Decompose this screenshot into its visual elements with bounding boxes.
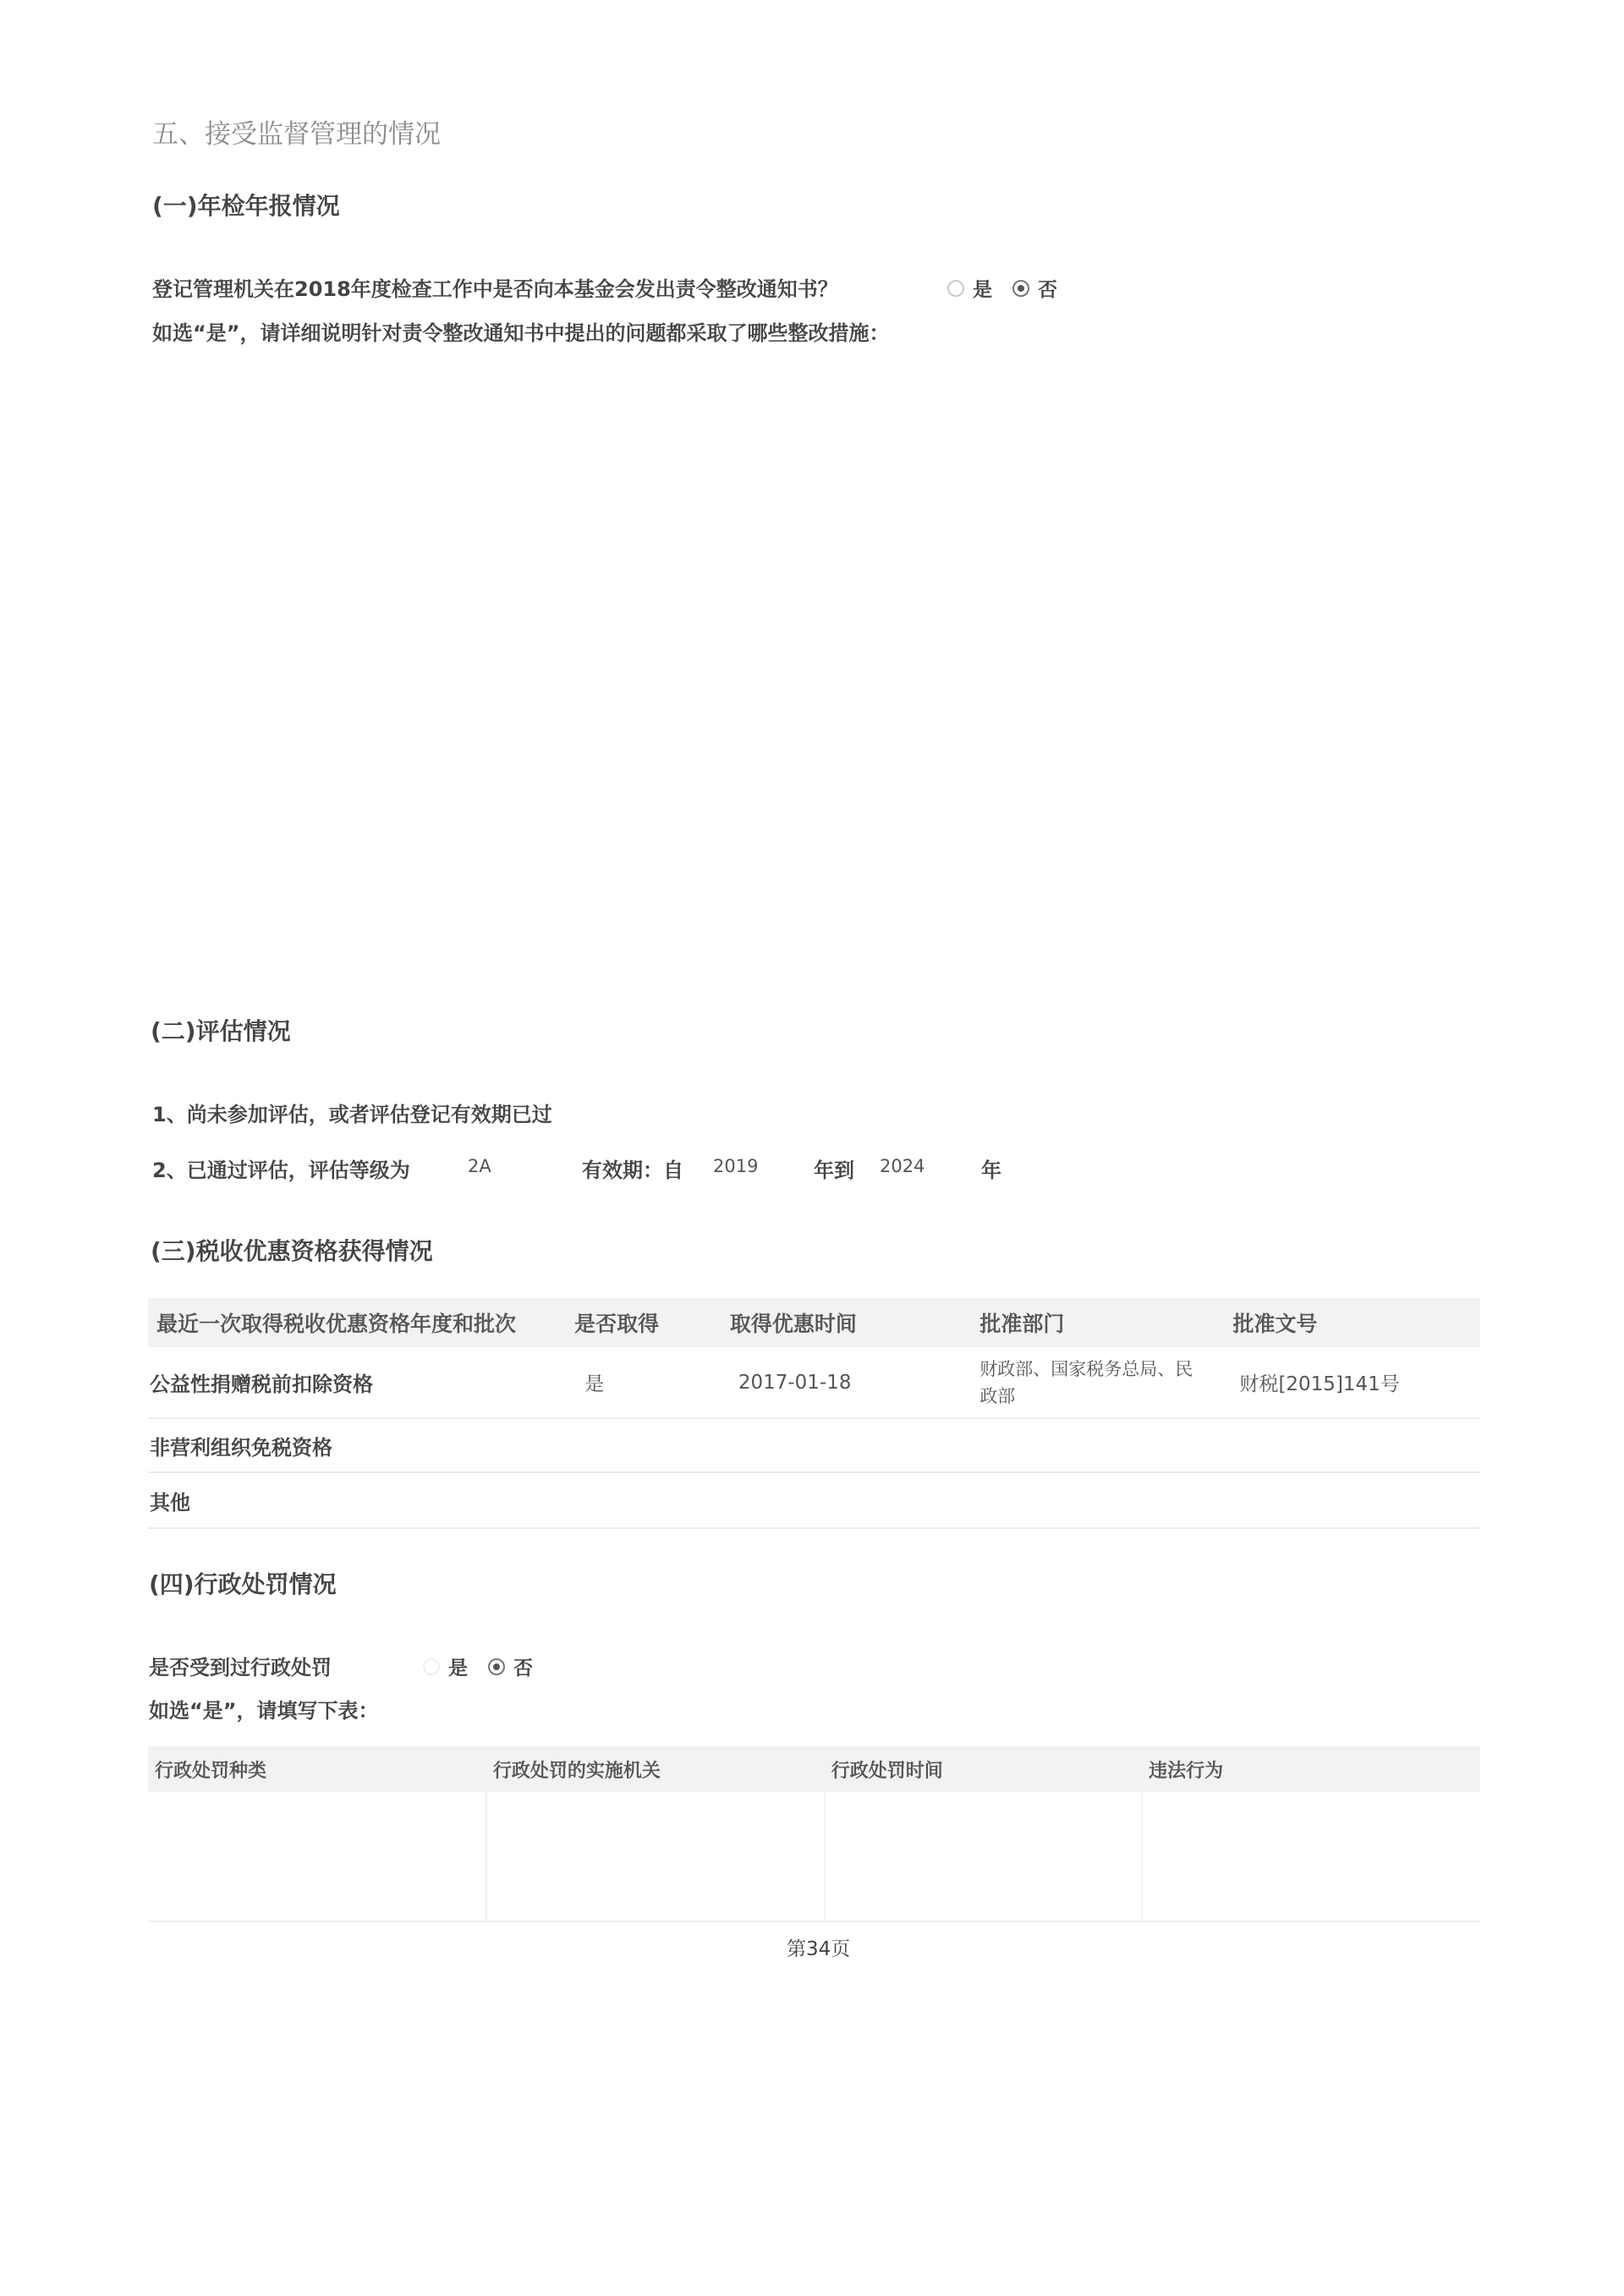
rectification-yes-label: 是 [973, 279, 992, 301]
tax-row-doc [1224, 1418, 1480, 1472]
evaluation-year-suffix: 年 [981, 1159, 1001, 1182]
tax-row-time: 2017-01-18 [721, 1347, 972, 1418]
section-title: 五、接受监督管理的情况 [152, 119, 441, 150]
penalty-cell [148, 1792, 486, 1921]
evaluation-line-1: 1、尚未参加评估，或者评估登记有效期已过 [152, 1103, 552, 1126]
penalty-col-time: 行政处罚时间 [825, 1746, 1142, 1792]
penalty-cell [486, 1792, 825, 1921]
evaluation-line-2: 2、已通过评估，评估等级为 [152, 1159, 410, 1182]
evaluation-heading: (二)评估情况 [151, 1017, 291, 1045]
penalty-table-header [148, 1746, 1480, 1792]
tax-row-time [721, 1418, 972, 1472]
tax-row-dept [971, 1418, 1224, 1472]
rectification-radio-group [947, 274, 1057, 302]
penalty-table [148, 1746, 1480, 1922]
penalty-cell [1142, 1792, 1480, 1921]
tax-row-obtained [566, 1418, 721, 1472]
tax-row-name: 其他 [148, 1472, 566, 1528]
penalty-yes-radio[interactable] [423, 1658, 440, 1675]
table-row [148, 1792, 1480, 1921]
rectification-question: 登记管理机关在2018年度检查工作中是否向本基金会发出责令整改通知书？ [152, 277, 838, 301]
tax-qualification-table [148, 1298, 1480, 1529]
penalty-col-type: 行政处罚种类 [148, 1746, 486, 1792]
tax-col-time: 取得优惠时间 [721, 1298, 972, 1347]
tax-row-doc [1224, 1472, 1480, 1528]
rectification-followup: 如选“是”，请详细说明针对责令整改通知书中提出的问题都采取了哪些整改措施： [152, 321, 890, 345]
penalty-no-radio[interactable] [488, 1658, 505, 1675]
table-row [148, 1418, 1480, 1472]
annual-check-heading: (一)年检年报情况 [152, 192, 340, 220]
tax-heading: (三)税收优惠资格获得情况 [151, 1237, 433, 1265]
penalty-yes-label: 是 [448, 1658, 468, 1680]
tax-col-obtained: 是否取得 [566, 1298, 721, 1347]
page-number: 第34页 [787, 1938, 851, 1960]
rectification-no-label: 否 [1038, 279, 1057, 301]
evaluation-grade: 2A [468, 1156, 491, 1176]
penalty-col-violation: 违法行为 [1142, 1746, 1480, 1792]
tax-table-header [148, 1298, 1480, 1347]
evaluation-valid-label: 有效期：自 [582, 1159, 683, 1182]
tax-col-year: 最近一次取得税收优惠资格年度和批次 [148, 1298, 566, 1347]
tax-row-name: 公益性捐赠税前扣除资格 [148, 1347, 566, 1418]
tax-row-name: 非营利组织免税资格 [148, 1418, 566, 1472]
penalty-cell [825, 1792, 1142, 1921]
evaluation-to-label: 年到 [814, 1159, 854, 1182]
tax-col-dept: 批准部门 [971, 1298, 1224, 1347]
rectification-no-radio[interactable] [1012, 280, 1029, 297]
tax-row-dept [971, 1472, 1224, 1528]
tax-row-dept-text: 财政部、国家税务总局、民政部 [979, 1358, 1193, 1406]
evaluation-from-year: 2019 [713, 1156, 759, 1176]
penalty-radio-group [423, 1652, 533, 1680]
rectification-yes-radio[interactable] [947, 280, 964, 297]
table-row [148, 1472, 1480, 1528]
penalty-followup: 如选“是”，请填写下表： [149, 1699, 379, 1723]
tax-row-dept [971, 1347, 1224, 1418]
table-row [148, 1347, 1480, 1418]
penalty-col-agency: 行政处罚的实施机关 [486, 1746, 825, 1792]
tax-col-doc: 批准文号 [1224, 1298, 1480, 1347]
penalty-heading: (四)行政处罚情况 [149, 1570, 337, 1598]
penalty-question: 是否受到过行政处罚 [149, 1656, 332, 1680]
tax-row-doc: 财税[2015]141号 [1224, 1347, 1480, 1418]
tax-row-obtained [566, 1472, 721, 1528]
evaluation-to-year: 2024 [880, 1156, 925, 1176]
tax-row-obtained: 是 [566, 1347, 721, 1418]
penalty-no-label: 否 [513, 1658, 533, 1680]
tax-row-time [721, 1472, 972, 1528]
